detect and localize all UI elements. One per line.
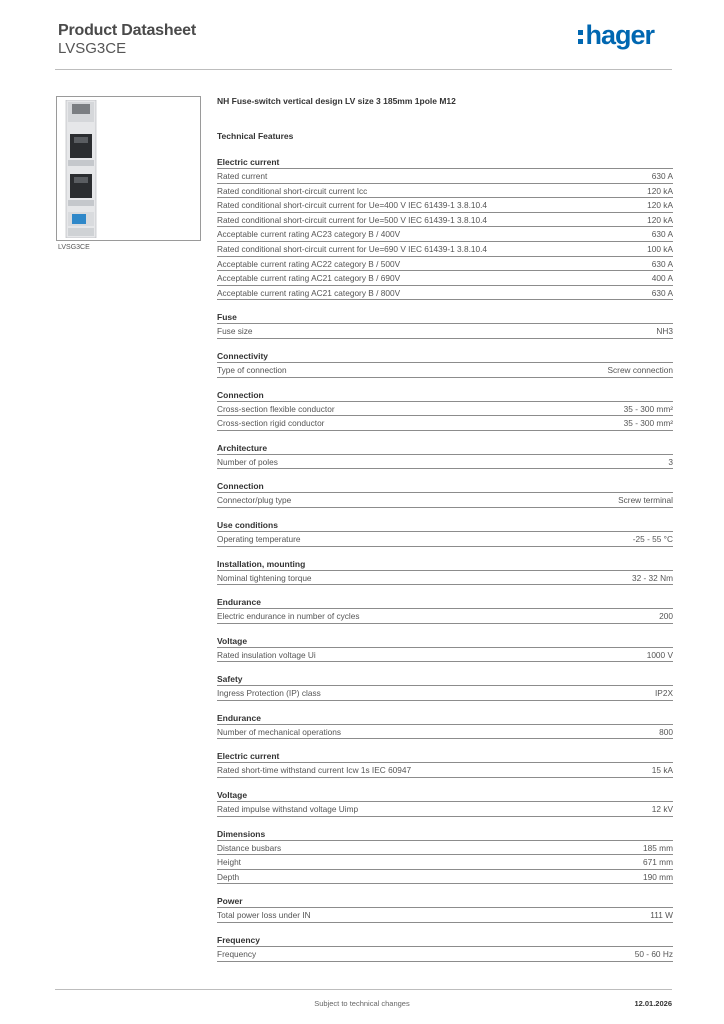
spec-row bbox=[217, 841, 673, 856]
hager-logo bbox=[578, 20, 654, 50]
spec-label: Distance busbars bbox=[217, 842, 282, 853]
logo-dots-icon bbox=[578, 30, 583, 44]
spec-value: 3 bbox=[668, 456, 673, 467]
spec-section bbox=[217, 750, 673, 778]
spec-section bbox=[217, 311, 673, 339]
spec-row bbox=[217, 571, 673, 586]
spec-value: 100 kA bbox=[647, 243, 673, 254]
spec-row bbox=[217, 324, 673, 339]
spec-section-title: Connection bbox=[217, 389, 673, 402]
spec-label: Acceptable current rating AC22 category B / 500V bbox=[217, 258, 401, 269]
spec-row bbox=[217, 402, 673, 417]
spec-label: Frequency bbox=[217, 949, 257, 960]
spec-row bbox=[217, 227, 673, 242]
spec-row bbox=[217, 763, 673, 778]
spec-row bbox=[217, 686, 673, 701]
spec-section-title: Fuse bbox=[217, 311, 673, 324]
product-image-caption: LVSG3CE bbox=[58, 244, 90, 251]
spec-section-title: Voltage bbox=[217, 789, 673, 802]
spec-section bbox=[217, 635, 673, 663]
spec-value: 630 A bbox=[651, 229, 673, 240]
spec-label: Rated impulse withstand voltage Uimp bbox=[217, 804, 359, 815]
spec-section-title: Dimensions bbox=[217, 828, 673, 841]
spec-label: Rated conditional short-circuit current for Ue=500 V IEC 61439-1 3.8.10.4 bbox=[217, 214, 488, 225]
footer-note: Subject to technical changes bbox=[314, 999, 410, 1008]
spec-section bbox=[217, 828, 673, 885]
product-image-frame bbox=[56, 96, 201, 241]
spec-label: Operating temperature bbox=[217, 533, 301, 544]
spec-section bbox=[217, 350, 673, 378]
spec-section-title: Electric current bbox=[217, 156, 673, 169]
spec-label: Nominal tightening torque bbox=[217, 572, 312, 583]
spec-value: Screw connection bbox=[607, 364, 673, 375]
spec-row bbox=[217, 725, 673, 740]
spec-label: Rated short-time withstand current Icw 1s IEC 60947 bbox=[217, 765, 412, 776]
spec-section bbox=[217, 442, 673, 470]
spec-value: 630 A bbox=[651, 287, 673, 298]
spec-label: Total power loss under IN bbox=[217, 910, 311, 921]
spec-section-title: Safety bbox=[217, 673, 673, 686]
spec-sections bbox=[217, 156, 673, 962]
spec-label: Cross-section flexible conductor bbox=[217, 403, 335, 414]
spec-value: 12 kV bbox=[651, 804, 673, 815]
spec-label: Acceptable current rating AC21 category B / 690V bbox=[217, 273, 401, 284]
spec-label: Height bbox=[217, 857, 241, 868]
page-title: Product Datasheet bbox=[58, 22, 196, 39]
spec-value: -25 - 55 °C bbox=[632, 533, 673, 544]
spec-section bbox=[217, 789, 673, 817]
spec-row bbox=[217, 242, 673, 257]
spec-row bbox=[217, 286, 673, 301]
spec-section-title: Installation, mounting bbox=[217, 558, 673, 571]
fuse-switch-product-image bbox=[62, 100, 102, 238]
spec-value: 400 A bbox=[651, 273, 673, 284]
spec-label: Rated conditional short-circuit current for Ue=400 V IEC 61439-1 3.8.10.4 bbox=[217, 200, 488, 211]
technical-features-heading: Technical Features bbox=[217, 131, 294, 141]
spec-section-title: Endurance bbox=[217, 712, 673, 725]
footer-divider bbox=[55, 989, 672, 990]
spec-value: 120 kA bbox=[647, 200, 673, 211]
spec-value: 671 mm bbox=[643, 857, 673, 868]
spec-label: Ingress Protection (IP) class bbox=[217, 688, 321, 699]
spec-row bbox=[217, 947, 673, 962]
spec-value: 111 W bbox=[650, 910, 673, 921]
spec-value: 200 bbox=[659, 611, 673, 622]
spec-section bbox=[217, 673, 673, 701]
spec-row bbox=[217, 257, 673, 272]
spec-section-title: Electric current bbox=[217, 750, 673, 763]
spec-value: 15 kA bbox=[651, 765, 673, 776]
spec-section bbox=[217, 389, 673, 431]
spec-section-title: Endurance bbox=[217, 596, 673, 609]
spec-label: Acceptable current rating AC23 category B / 400V bbox=[217, 229, 401, 240]
spec-value: NH3 bbox=[656, 326, 673, 337]
spec-section-title: Connectivity bbox=[217, 350, 673, 363]
spec-row bbox=[217, 169, 673, 184]
spec-label: Rated conditional short-circuit current for Ue=690 V IEC 61439-1 3.8.10.4 bbox=[217, 243, 488, 254]
spec-section bbox=[217, 480, 673, 508]
product-name: NH Fuse-switch vertical design LV size 3 185mm 1pole M12 bbox=[217, 96, 456, 106]
product-reference: LVSG3CE bbox=[58, 40, 127, 57]
spec-row bbox=[217, 455, 673, 470]
spec-label: Rated current bbox=[217, 171, 268, 181]
page-header bbox=[58, 20, 672, 70]
spec-row bbox=[217, 198, 673, 213]
spec-row bbox=[217, 416, 673, 431]
logo-text: hager bbox=[585, 19, 654, 50]
spec-row bbox=[217, 493, 673, 508]
spec-row bbox=[217, 908, 673, 923]
spec-row bbox=[217, 648, 673, 663]
spec-label: Number of poles bbox=[217, 456, 278, 467]
spec-row bbox=[217, 870, 673, 885]
footer-date: 12.01.2026 bbox=[634, 999, 672, 1008]
spec-label: Cross-section rigid conductor bbox=[217, 418, 325, 429]
spec-label: Acceptable current rating AC21 category B / 800V bbox=[217, 287, 401, 298]
spec-row bbox=[217, 363, 673, 378]
spec-label: Rated insulation voltage Ui bbox=[217, 649, 316, 660]
spec-value: 35 - 300 mm² bbox=[623, 418, 673, 429]
spec-label: Fuse size bbox=[217, 326, 253, 337]
spec-value: 1000 V bbox=[646, 649, 673, 660]
spec-value: 630 A bbox=[651, 171, 673, 181]
spec-value: IP2X bbox=[655, 688, 673, 699]
spec-value: 185 mm bbox=[643, 842, 673, 853]
spec-label: Depth bbox=[217, 871, 240, 882]
header-divider bbox=[55, 69, 672, 70]
spec-section bbox=[217, 558, 673, 586]
spec-value: 35 - 300 mm² bbox=[623, 403, 673, 414]
spec-value: 120 kA bbox=[647, 214, 673, 225]
datasheet-content bbox=[217, 96, 673, 973]
spec-row bbox=[217, 609, 673, 624]
spec-row bbox=[217, 802, 673, 817]
spec-section bbox=[217, 519, 673, 547]
spec-section bbox=[217, 934, 673, 962]
spec-label: Electric endurance in number of cycles bbox=[217, 611, 360, 622]
spec-section bbox=[217, 712, 673, 740]
spec-row bbox=[217, 271, 673, 286]
spec-value: 50 - 60 Hz bbox=[634, 949, 673, 960]
spec-section-title: Voltage bbox=[217, 635, 673, 648]
spec-value: 630 A bbox=[651, 258, 673, 269]
spec-label: Rated conditional short-circuit current Icc bbox=[217, 185, 368, 196]
spec-row bbox=[217, 213, 673, 228]
spec-section bbox=[217, 596, 673, 624]
spec-label: Number of mechanical operations bbox=[217, 726, 342, 737]
spec-section bbox=[217, 156, 673, 300]
spec-row bbox=[217, 532, 673, 547]
spec-value: Screw terminal bbox=[618, 495, 673, 506]
spec-row bbox=[217, 184, 673, 199]
spec-section-title: Power bbox=[217, 895, 673, 908]
spec-value: 190 mm bbox=[643, 871, 673, 882]
spec-section bbox=[217, 895, 673, 923]
spec-section-title: Architecture bbox=[217, 442, 673, 455]
spec-row bbox=[217, 855, 673, 870]
spec-value: 120 kA bbox=[647, 185, 673, 196]
spec-value: 800 bbox=[659, 726, 673, 737]
spec-section-title: Frequency bbox=[217, 934, 673, 947]
spec-section-title: Use conditions bbox=[217, 519, 673, 532]
spec-value: 32 - 32 Nm bbox=[631, 572, 673, 583]
spec-section-title: Connection bbox=[217, 480, 673, 493]
spec-label: Type of connection bbox=[217, 364, 287, 375]
spec-label: Connector/plug type bbox=[217, 495, 292, 506]
